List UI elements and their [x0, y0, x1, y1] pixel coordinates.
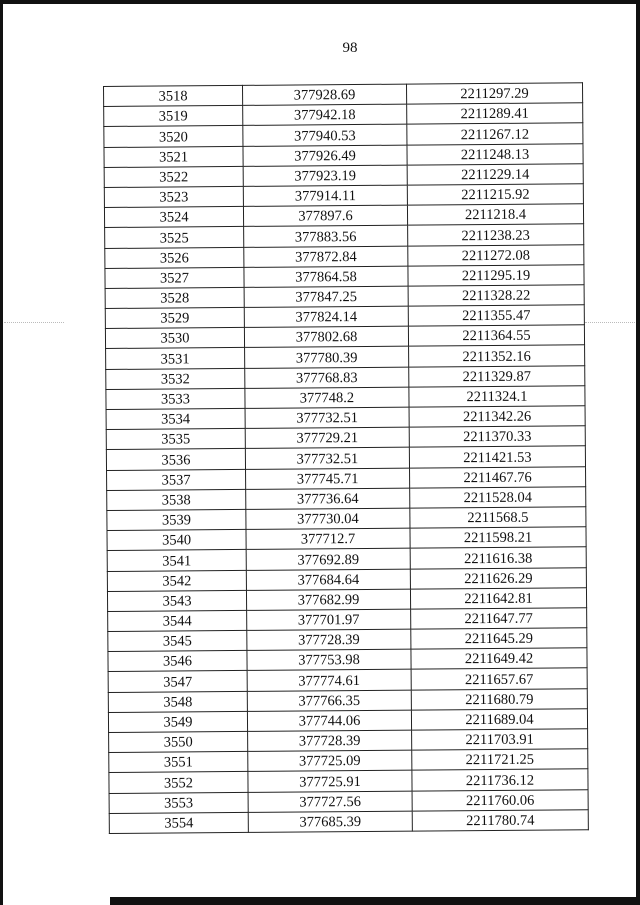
- x-coordinate-cell: 377684.64: [246, 569, 410, 590]
- y-coordinate-cell: 2211272.08: [408, 244, 584, 266]
- point-number-cell: 3545: [108, 630, 247, 651]
- point-number-cell: 3535: [106, 429, 245, 450]
- x-coordinate-cell: 377897.6: [243, 205, 407, 226]
- x-coordinate-cell: 377725.91: [248, 770, 412, 791]
- y-coordinate-cell: 2211218.4: [407, 204, 583, 226]
- point-number-cell: 3527: [105, 267, 244, 288]
- point-number-cell: 3550: [109, 731, 248, 752]
- point-number-cell: 3540: [107, 530, 246, 551]
- y-coordinate-cell: 2211329.87: [409, 365, 585, 387]
- x-coordinate-cell: 377768.83: [245, 367, 409, 388]
- x-coordinate-cell: 377864.58: [244, 266, 408, 287]
- x-coordinate-cell: 377748.2: [245, 387, 409, 408]
- y-coordinate-cell: 2211229.14: [407, 163, 583, 185]
- y-coordinate-cell: 2211657.67: [411, 668, 587, 690]
- point-number-cell: 3520: [104, 126, 243, 147]
- point-number-cell: 3534: [106, 408, 245, 429]
- x-coordinate-cell: 377780.39: [245, 347, 409, 368]
- x-coordinate-cell: 377940.53: [243, 124, 407, 145]
- point-number-cell: 3537: [107, 469, 246, 490]
- point-number-cell: 3543: [107, 590, 246, 611]
- y-coordinate-cell: 2211703.91: [412, 729, 588, 751]
- x-coordinate-cell: 377736.64: [246, 488, 410, 509]
- y-coordinate-cell: 2211355.47: [408, 305, 584, 327]
- point-number-cell: 3542: [107, 570, 246, 591]
- page-number: 98: [342, 40, 358, 56]
- y-coordinate-cell: 2211626.29: [410, 567, 586, 589]
- point-number-cell: 3539: [107, 509, 246, 530]
- y-coordinate-cell: 2211267.12: [407, 123, 583, 145]
- point-number-cell: 3526: [105, 247, 244, 268]
- x-coordinate-cell: 377824.14: [244, 306, 408, 327]
- x-coordinate-cell: 377847.25: [244, 286, 408, 307]
- y-coordinate-cell: 2211297.29: [406, 83, 582, 105]
- y-coordinate-cell: 2211370.33: [409, 426, 585, 448]
- y-coordinate-cell: 2211680.79: [411, 688, 587, 710]
- y-coordinate-cell: 2211689.04: [411, 709, 587, 731]
- coordinate-table-wrapper: [103, 82, 591, 834]
- y-coordinate-cell: 2211616.38: [410, 547, 586, 569]
- scan-border-left: [0, 0, 3, 905]
- point-number-cell: 3531: [106, 348, 245, 369]
- point-number-cell: 3519: [104, 106, 243, 127]
- point-number-cell: 3523: [104, 186, 243, 207]
- point-number-cell: 3541: [107, 550, 246, 571]
- y-coordinate-cell: 2211649.42: [411, 648, 587, 670]
- scan-border-bottom: [110, 897, 640, 905]
- y-coordinate-cell: 2211780.74: [412, 809, 588, 831]
- point-number-cell: 3538: [107, 489, 246, 510]
- y-coordinate-cell: 2211295.19: [408, 264, 584, 286]
- x-coordinate-cell: 377766.35: [247, 690, 411, 711]
- y-coordinate-cell: 2211721.25: [412, 749, 588, 771]
- x-coordinate-cell: 377802.68: [244, 326, 408, 347]
- x-coordinate-cell: 377883.56: [244, 225, 408, 246]
- point-number-cell: 3530: [105, 328, 244, 349]
- x-coordinate-cell: 377926.49: [243, 145, 407, 166]
- point-number-cell: 3546: [108, 651, 247, 672]
- y-coordinate-cell: 2211528.04: [410, 486, 586, 508]
- scan-border-right: [636, 0, 640, 905]
- x-coordinate-cell: 377753.98: [247, 649, 411, 670]
- point-number-cell: 3551: [109, 752, 248, 773]
- y-coordinate-cell: 2211342.26: [409, 406, 585, 428]
- scan-noise-right: [585, 322, 635, 324]
- point-number-cell: 3533: [106, 388, 245, 409]
- x-coordinate-cell: 377872.84: [244, 246, 408, 267]
- x-coordinate-cell: 377728.39: [247, 629, 411, 650]
- x-coordinate-cell: 377942.18: [243, 104, 407, 125]
- point-number-cell: 3524: [104, 207, 243, 228]
- table-row: [109, 809, 588, 833]
- y-coordinate-cell: 2211364.55: [408, 325, 584, 347]
- point-number-cell: 3552: [109, 772, 248, 793]
- point-number-cell: 3553: [109, 792, 248, 813]
- scan-border-top: [0, 0, 640, 4]
- coordinate-table: [103, 82, 589, 834]
- y-coordinate-cell: 2211647.77: [411, 608, 587, 630]
- y-coordinate-cell: 2211736.12: [412, 769, 588, 791]
- x-coordinate-cell: 377744.06: [247, 710, 411, 731]
- y-coordinate-cell: 2211324.1: [409, 386, 585, 408]
- y-coordinate-cell: 2211760.06: [412, 789, 588, 811]
- x-coordinate-cell: 377923.19: [243, 165, 407, 186]
- y-coordinate-cell: 2211289.41: [407, 103, 583, 125]
- y-coordinate-cell: 2211642.81: [410, 587, 586, 609]
- y-coordinate-cell: 2211467.76: [410, 466, 586, 488]
- y-coordinate-cell: 2211568.5: [410, 507, 586, 529]
- x-coordinate-cell: 377732.51: [245, 407, 409, 428]
- scan-noise-left: [4, 322, 64, 324]
- y-coordinate-cell: 2211328.22: [408, 285, 584, 307]
- point-number-cell: 3518: [104, 85, 243, 106]
- y-coordinate-cell: 2211215.92: [407, 184, 583, 206]
- x-coordinate-cell: 377712.7: [246, 528, 410, 549]
- y-coordinate-cell: 2211645.29: [411, 628, 587, 650]
- x-coordinate-cell: 377727.56: [248, 791, 412, 812]
- point-number-cell: 3529: [105, 307, 244, 328]
- x-coordinate-cell: 377914.11: [243, 185, 407, 206]
- x-coordinate-cell: 377682.99: [246, 589, 410, 610]
- y-coordinate-cell: 2211598.21: [410, 527, 586, 549]
- x-coordinate-cell: 377701.97: [247, 609, 411, 630]
- y-coordinate-cell: 2211421.53: [409, 446, 585, 468]
- point-number-cell: 3547: [108, 671, 247, 692]
- x-coordinate-cell: 377732.51: [245, 447, 409, 468]
- x-coordinate-cell: 377728.39: [248, 730, 412, 751]
- x-coordinate-cell: 377928.69: [242, 84, 406, 105]
- point-number-cell: 3549: [108, 711, 247, 732]
- point-number-cell: 3544: [108, 610, 247, 631]
- point-number-cell: 3548: [108, 691, 247, 712]
- coordinate-table-body: [104, 83, 589, 834]
- x-coordinate-cell: 377774.61: [247, 670, 411, 691]
- point-number-cell: 3532: [106, 368, 245, 389]
- y-coordinate-cell: 2211248.13: [407, 143, 583, 165]
- point-number-cell: 3525: [105, 227, 244, 248]
- y-coordinate-cell: 2211352.16: [409, 345, 585, 367]
- x-coordinate-cell: 377745.71: [246, 468, 410, 489]
- y-coordinate-cell: 2211238.23: [408, 224, 584, 246]
- point-number-cell: 3554: [109, 812, 248, 833]
- point-number-cell: 3522: [104, 166, 243, 187]
- x-coordinate-cell: 377725.09: [248, 750, 412, 771]
- x-coordinate-cell: 377729.21: [245, 427, 409, 448]
- x-coordinate-cell: 377730.04: [246, 508, 410, 529]
- point-number-cell: 3528: [105, 287, 244, 308]
- x-coordinate-cell: 377692.89: [246, 548, 410, 569]
- x-coordinate-cell: 377685.39: [248, 811, 412, 832]
- point-number-cell: 3521: [104, 146, 243, 167]
- point-number-cell: 3536: [106, 449, 245, 470]
